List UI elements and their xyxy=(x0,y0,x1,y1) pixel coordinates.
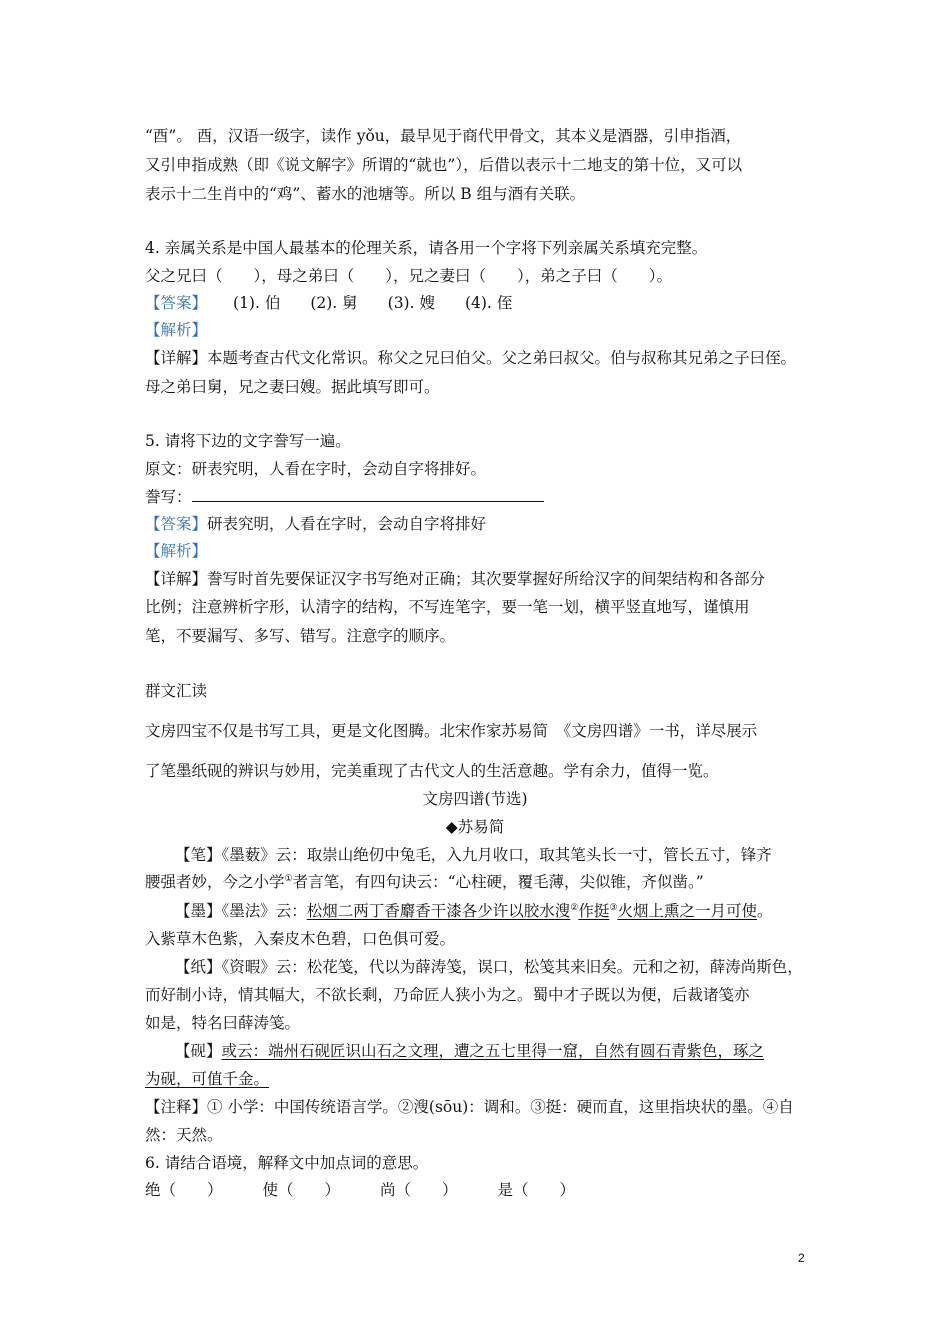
answer-tag: 【答案】 xyxy=(145,515,208,533)
page-number: 2 xyxy=(798,1251,805,1265)
q4-detail-line-1 xyxy=(145,348,796,368)
brush-line-2 xyxy=(145,872,704,892)
q6-items xyxy=(145,1180,575,1200)
ink-underlined-2: 作挺 xyxy=(578,902,610,920)
q5-prompt: 5. 请将下边的文字誊写一遍。 xyxy=(145,432,351,450)
q5-copy-row xyxy=(145,487,544,507)
detail-tag: 【详解】 xyxy=(145,349,208,367)
inkstone-underlined-1: 或云：端州石砚匠识山石之文理，遭之五七里得一窟，自然有圆石青紫色，琢之 xyxy=(221,1042,765,1060)
inkstone-line-2: 为砚，可值千金。 xyxy=(145,1070,270,1088)
explain-line-2: 又引申指成熟（即《说文解字》所谓的“就也”），后借以表示十二地支的第十位，又可以 xyxy=(145,156,743,174)
intro-line-1: 文房四宝不仅是书写工具，更是文化图腾。北宋作家苏易简 《文房四谱》一书，详尽展示 xyxy=(145,722,758,740)
q6-item-4[interactable]: 是（ ） xyxy=(497,1181,576,1199)
q4-detail-text-1: 本题考查古代文化常识。称父之兄曰伯父。父之弟曰叔父。伯与叔称其兄弟之子曰侄。 xyxy=(207,349,797,367)
q5-analysis-tag: 【解析】 xyxy=(145,542,208,560)
notes-line-1: 【注释】① 小学：中国传统语言学。②溲(sōu)：调和。③挺：硬而直，这里指块状的墨。④自 xyxy=(145,1098,794,1116)
q4-answer-3: (3). 嫂 xyxy=(387,294,435,312)
q4-answer-4: (4). 侄 xyxy=(464,294,513,312)
footnote-marker-3: ③ xyxy=(609,902,618,913)
intro-line-2: 了笔墨纸砚的辨识与妙用，完美重现了古代文人的生活意趣。学有余力，值得一览。 xyxy=(145,762,719,780)
section-heading: 群文汇读 xyxy=(145,682,208,700)
q5-detail-line-1 xyxy=(145,569,765,589)
ink-line-1 xyxy=(175,901,772,921)
q4-answer-row xyxy=(145,293,512,313)
q6-item-2[interactable]: 使（ ） xyxy=(262,1181,341,1199)
q6-prompt: 6. 请结合语境，解释文中加点词的意思。 xyxy=(145,1154,429,1172)
brush-line-1: 【笔】《墨薮》云：取崇山绝仞中兔毛，入九月收口，取其笔头长一寸，管长五寸，锋齐 xyxy=(175,846,772,864)
footnote-marker-1: ① xyxy=(284,873,293,884)
q5-detail-line-3: 笔，不要漏写、多写、错写。注意字的顺序。 xyxy=(145,627,456,645)
explain-line-3: 表示十二生肖中的“鸡”、蓄水的池塘等。所以 B 组与酒有关联。 xyxy=(145,185,586,203)
inkstone-tag: 【砚】 xyxy=(175,1042,222,1060)
q5-original: 原文：研表究明，人看在字时，会动自字将排好。 xyxy=(145,460,487,478)
paper-line-1: 【纸】《资暇》云：松花笺，代以为薛涛笺，误口，松笺其来旧矣。元和之初，薛涛尚斯色， xyxy=(175,958,803,976)
q5-answer-row xyxy=(145,514,486,534)
q5-detail-line-2: 比例；注意辨析字形，认清字的结构，不写连笔字，要一笔一划，横平竖直地写，谨慎用 xyxy=(145,598,750,616)
q6-item-3[interactable]: 尚（ ） xyxy=(380,1181,458,1199)
detail-tag: 【详解】 xyxy=(145,570,208,588)
q4-fill-line: 父之兄曰（ ），母之弟曰（ ），兄之妻曰（ ），弟之子曰（ ）。 xyxy=(145,267,673,285)
q6-item-1[interactable]: 绝（ ） xyxy=(145,1181,223,1199)
ink-underlined-1: 松烟二两丁香麝香干漆各少许以胶水溲 xyxy=(306,902,571,920)
ink-line-2: 入紫草木色紫，入秦皮木色碧，口色俱可爱。 xyxy=(145,930,456,948)
notes-line-2: 然：天然。 xyxy=(145,1126,223,1144)
q4-answer-2: (2). 舅 xyxy=(310,294,358,312)
q5-answer-text: 研表究明，人看在字时，会动自字将排好 xyxy=(207,515,487,533)
brush-text-b: 者言笔，有四句诀云：“心柱硬，覆毛薄，尖似锥，齐似凿。” xyxy=(292,873,704,891)
q5-detail-text-1: 誊写时首先要保证汉字书写绝对正确；其次要掌握好所给汉字的间架结构和各部分 xyxy=(207,570,766,588)
inkstone-line-1 xyxy=(175,1041,764,1061)
q4-answer-1: (1). 伯 xyxy=(233,294,281,312)
q4-detail-line-2: 母之弟曰舅，兄之妻曰嫂。据此填写即可。 xyxy=(145,378,440,396)
explain-line-1: “酉”。 酉，汉语一级字，读作 yǒu，最早见于商代甲骨文，其本义是酒器，引申指酒， xyxy=(145,127,742,145)
q4-prompt: 4. 亲属关系是中国人最基本的伦理关系，请各用一个字将下列亲属关系填充完整。 xyxy=(145,239,708,257)
passage-title: 文房四谱(节选) xyxy=(422,790,528,808)
brush-text-a: 腰强者妙，今之小学 xyxy=(145,873,285,891)
paper-line-2: 而好制小诗，情其幅大，不欲长剩，乃命匠人狭小为之。蜀中才子既以为便，后裁诸笺亦 xyxy=(145,986,750,1004)
answer-tag: 【答案】 xyxy=(145,294,208,312)
paper-line-3: 如是，特名曰薛涛笺。 xyxy=(145,1014,301,1032)
ink-underlined-3: 火烟上熏之一月可使 xyxy=(617,902,757,920)
footnote-marker-2: ② xyxy=(570,902,579,913)
passage-author: ◆苏易简 xyxy=(445,818,505,836)
q4-analysis-tag: 【解析】 xyxy=(145,321,208,339)
ink-text-a: 【墨】《墨法》云： xyxy=(175,902,307,920)
q5-copy-label: 誊写： xyxy=(145,488,192,506)
ink-end: 。 xyxy=(756,902,773,920)
q5-copy-blank[interactable] xyxy=(192,487,544,502)
